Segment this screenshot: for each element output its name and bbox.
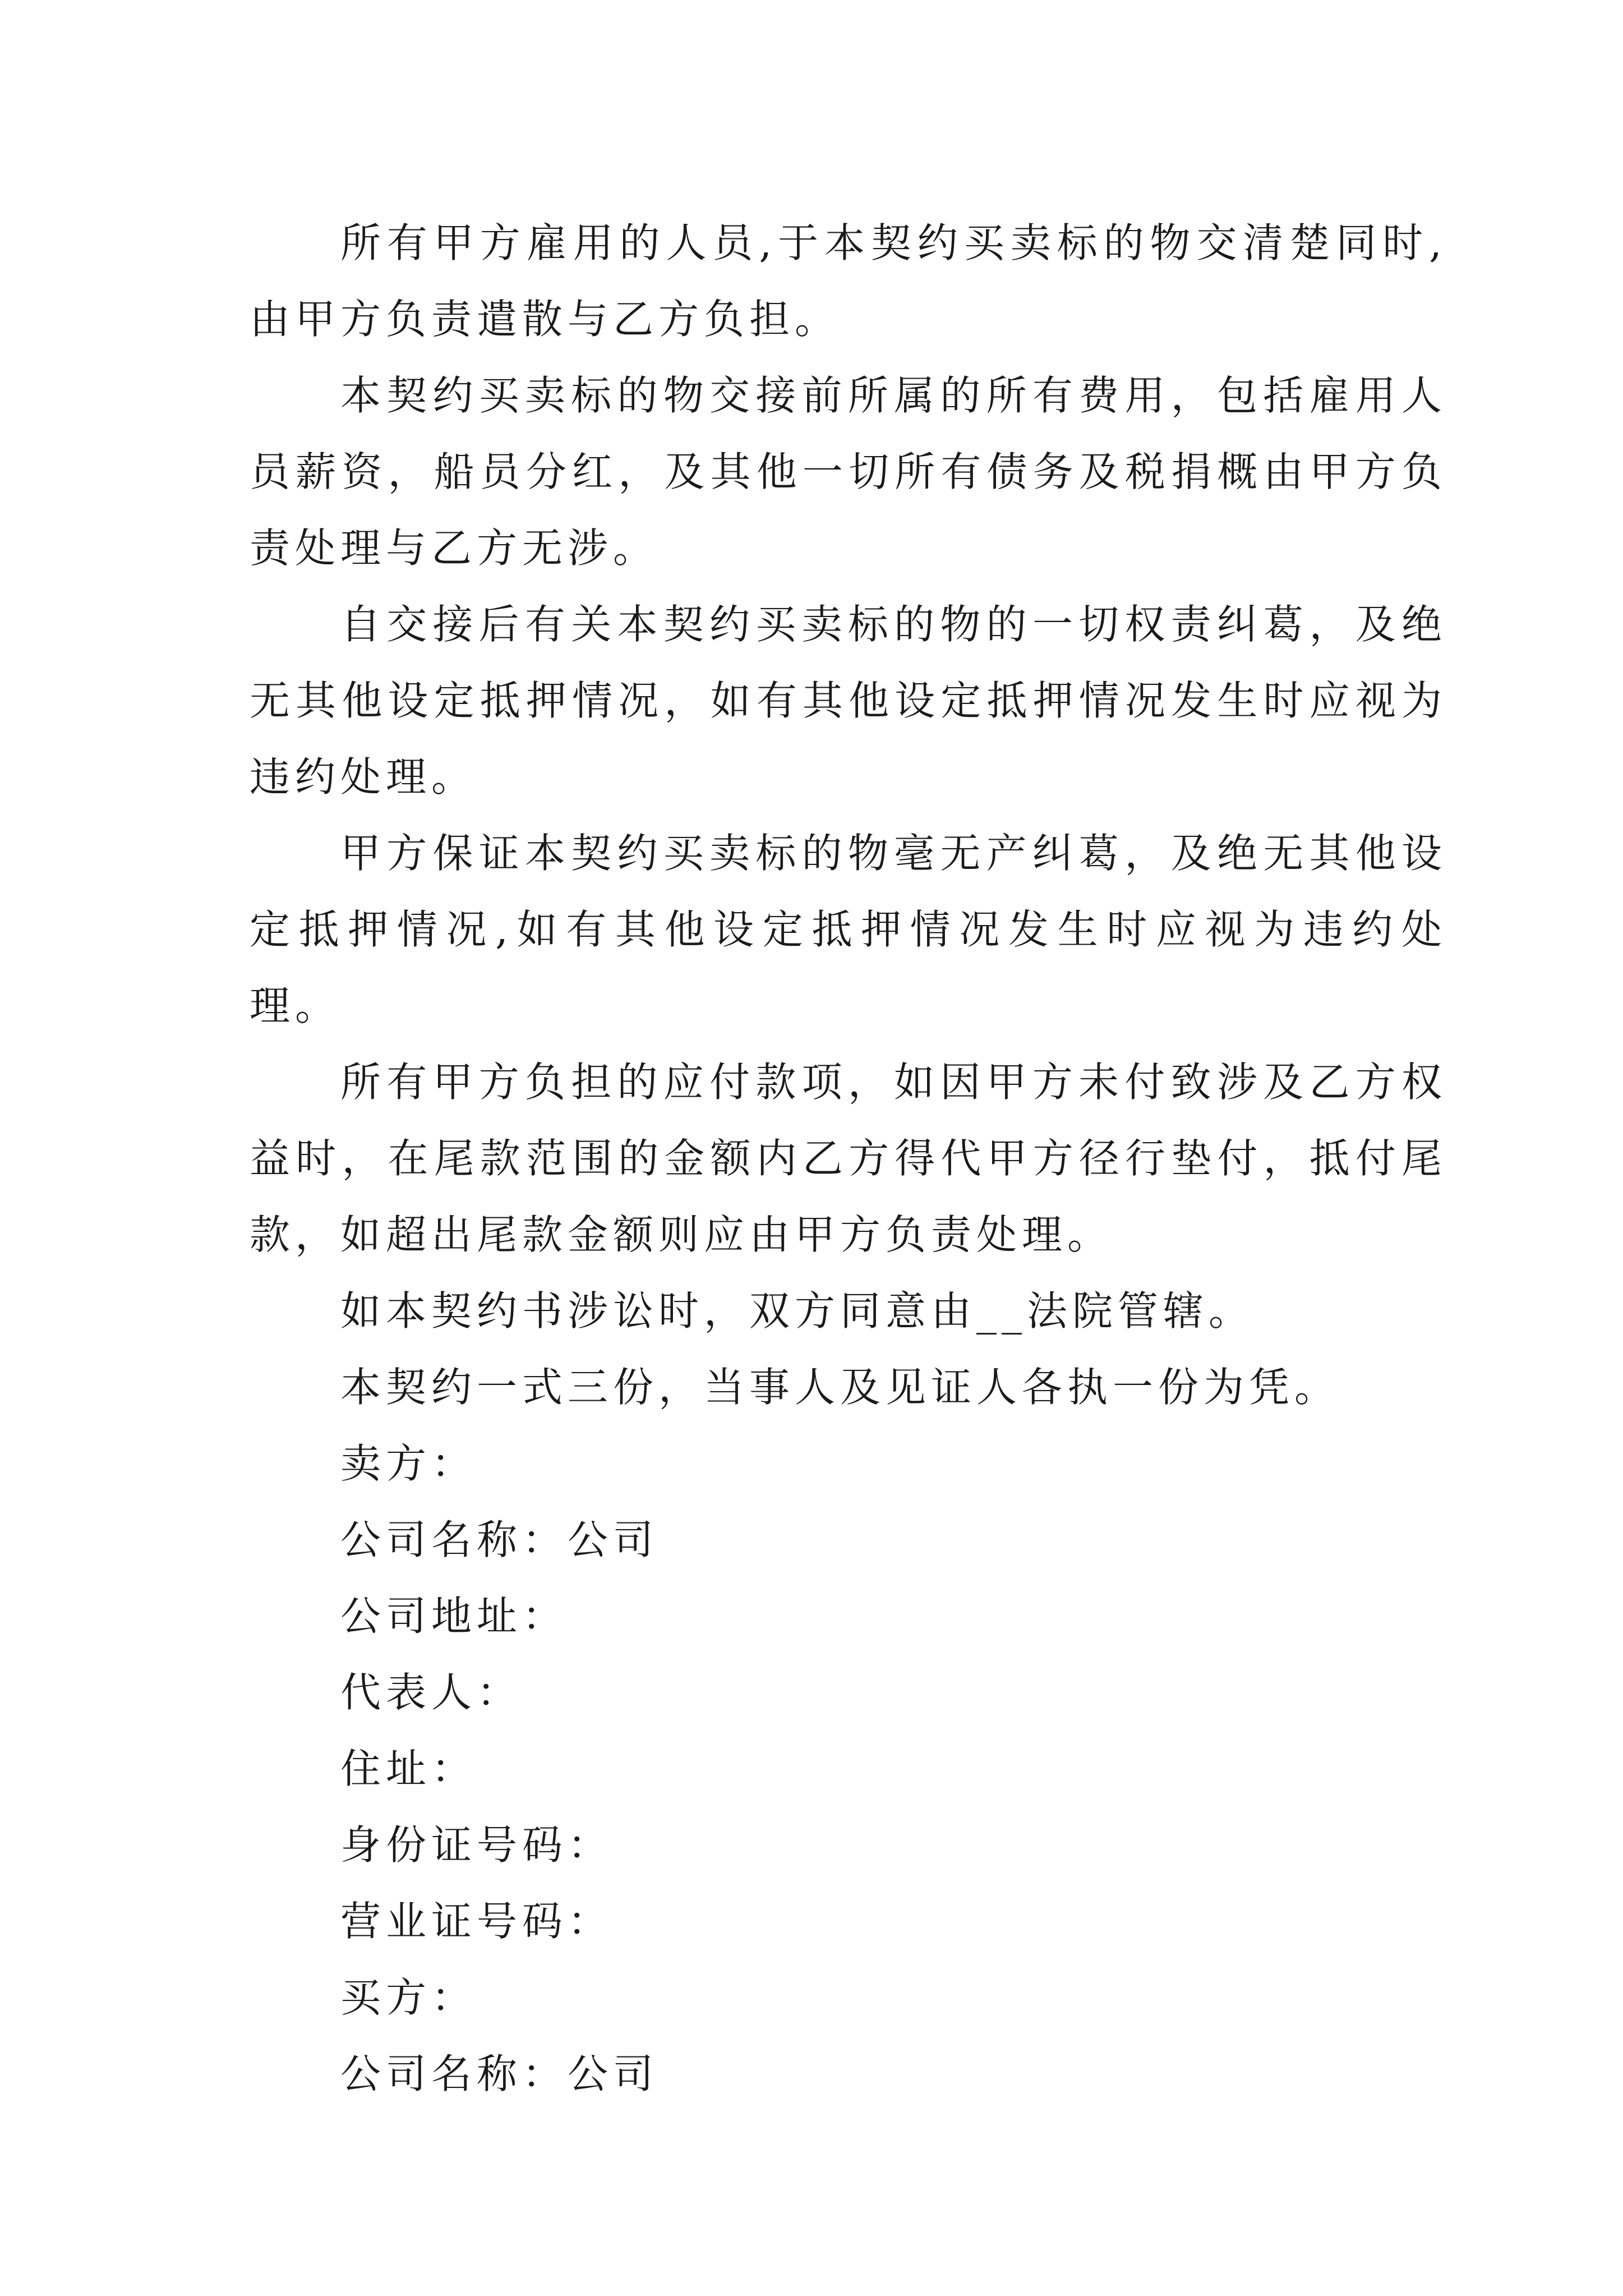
clause-payables: 所有甲方负担的应付款项，如因甲方未付致涉及乙方权益时，在尾款范围的金额内乙方得代甲方径行垫付，抵付尾款，如超出尾款金额则应由甲方负责处理。 [250,1059,1447,1258]
seller-heading: 卖方： [340,1440,477,1487]
buyer-company-name: 公司名称：公司 [340,2050,659,2097]
seller-business-license: 营业证号码： [340,1898,614,1945]
clause-staff-dismissal: 所有甲方雇用的人员,于本契约买卖标的物交清楚同时,由甲方负责遣散与乙方负担。 [250,219,1447,343]
seller-company-name: 公司名称：公司 [340,1516,659,1563]
clause-pre-handover-expenses: 本契约买卖标的物交接前所属的所有费用，包括雇用人员薪资，船员分红，及其他一切所有债务及税捐概由甲方负责处理与乙方无涉。 [250,372,1447,572]
clause-jurisdiction: 如本契约书涉讼时，双方同意由__法院管辖。 [340,1287,1255,1335]
clause-post-handover-liability: 自交接后有关本契约买卖标的物的一切权责纠葛，及绝无其他设定抵押情况，如有其他设定抵押情况发生时应视为违约处理。 [250,601,1447,800]
seller-representative: 代表人： [340,1669,523,1716]
seller-id-number: 身份证号码： [340,1821,614,1869]
buyer-heading: 买方： [340,1974,477,2021]
contract-body [250,205,1447,2112]
seller-section [250,1425,1447,1959]
seller-residence: 住址： [340,1745,477,1792]
buyer-section [250,1959,1447,2112]
clause-copies: 本契约一式三份，当事人及见证人各执一份为凭。 [340,1364,1340,1411]
seller-company-address: 公司地址： [340,1593,568,1640]
clause-seller-guarantee: 甲方保证本契约买卖标的物毫无产纠葛，及绝无其他设定抵押情况,如有其他设定抵押情况发生时应视为违约处理。 [250,830,1447,1029]
